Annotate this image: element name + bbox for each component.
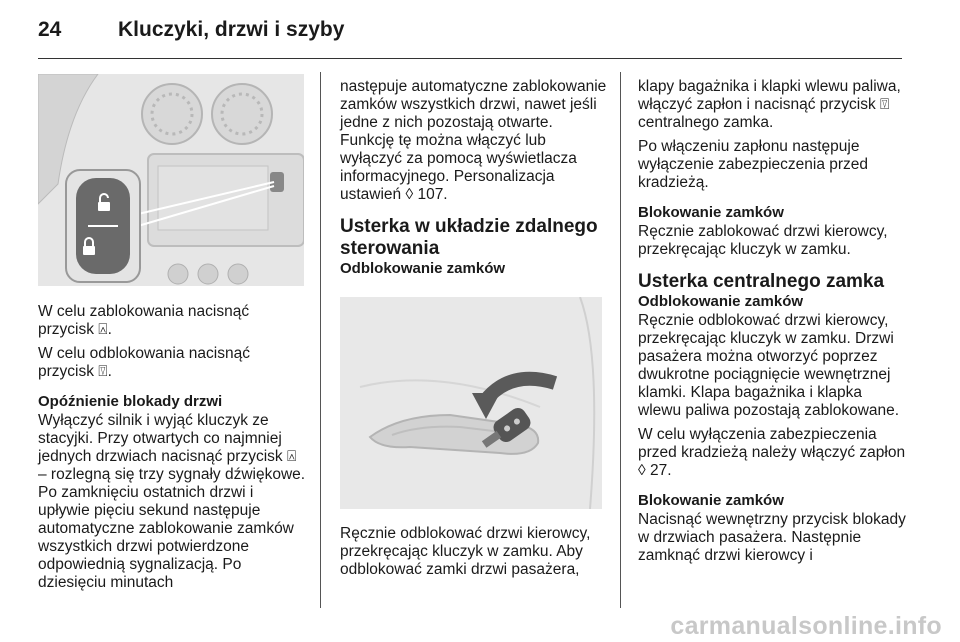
- manual-lock-text: Ręcznie zablokować drzwi kierowcy, przekręcając kluczyk w zamku.: [638, 223, 888, 258]
- door-handle-drawing: [340, 297, 602, 509]
- unlock-instruction: W celu odblokowania nacisnąć przycisk ⍔.: [38, 345, 250, 380]
- header-rule: [38, 58, 902, 59]
- ignition-text: W celu wyłączenia zabezpieczenia przed kradzieżą należy włączyć zapłon ◊ 27.: [638, 426, 906, 479]
- dashboard-drawing: [38, 74, 304, 286]
- door-lock-illustration: [340, 297, 602, 509]
- page-header: [38, 18, 344, 42]
- lock-delay-continued: następuje automatyczne zablokowanie zamków wszystkich drzwi, nawet jeśli jedne z nich pozostają otwarte. Funkcję tę można włączyć lub wyłączyć za pomocą wyświetlacza informacyjnego. Personalizacja ustawień ◊ 107.: [340, 78, 607, 203]
- central-lock-fault-heading: Usterka centralnego zamka: [638, 271, 885, 292]
- column-1: [38, 303, 308, 592]
- watermark: carmanualsonline.info: [670, 612, 942, 640]
- column-2-bottom: [340, 525, 610, 579]
- page-number: 24: [38, 18, 62, 41]
- remote-fault-heading: Usterka w układzie zdalnego sterowania: [340, 216, 598, 259]
- lock-delay-text: Wyłączyć silnik i wyjąć kluczyk ze stacyjki. Przy otwartych co najmniej jednych drzwiach nacisnąć przycisk ⍓ – rozlegną się trzy sygnały dźwiękowe. Po zamknięciu ostatnich drzwi i upływie pięciu sekund następuje automatyczne zablokowanie zamków wszystkich drzwi potwierdzone odpowiednią sygnalizacją. Po dziesięciu minutach: [38, 412, 306, 591]
- locking-heading-2: Blokowanie zamków: [638, 492, 784, 509]
- column-3: [638, 78, 908, 565]
- column-2: [340, 78, 610, 278]
- lock-buttons-illustration: [38, 74, 304, 286]
- unlock-heading: Odblokowanie zamków: [340, 260, 506, 277]
- passenger-unlock-text: klapy bagażnika i klapki wlewu paliwa, włączyć zapłon i nacisnąć przycisk ⍔ centralnego zamka.: [638, 78, 901, 131]
- central-unlock-text: Ręcznie odblokować drzwi kierowcy, przekręcając kluczyk w zamku. Drzwi pasażera można otworzyć poprzez dwukrotne pociągnięcie wewnętrznej klamki. Klapa bagażnika i klapka wlewu paliwa pozostają zablokowane.: [638, 312, 900, 419]
- page-title: Kluczyki, drzwi i szyby: [118, 18, 345, 41]
- locking-heading: Blokowanie zamków: [638, 204, 784, 221]
- lock-instruction: W celu zablokowania nacisnąć przycisk ⍓.: [38, 303, 250, 338]
- manual-unlock-text: Ręcznie odblokować drzwi kierowcy, przekręcając kluczyk w zamku. Aby odblokować zamki drzwi pasażera,: [340, 525, 591, 578]
- antitheft-text: Po włączeniu zapłonu następuje wyłączenie zabezpieczenia przed kradzieżą.: [638, 138, 869, 191]
- central-lock-text: Nacisnąć wewnętrzny przycisk blokady w drzwiach pasażera. Następnie zamknąć drzwi kierowcy i: [638, 511, 906, 564]
- column-divider-2: [620, 72, 621, 608]
- lock-delay-heading: Opóźnienie blokady drzwi: [38, 393, 223, 410]
- unlocking-heading: Odblokowanie zamków: [638, 293, 804, 310]
- column-divider-1: [320, 72, 321, 608]
